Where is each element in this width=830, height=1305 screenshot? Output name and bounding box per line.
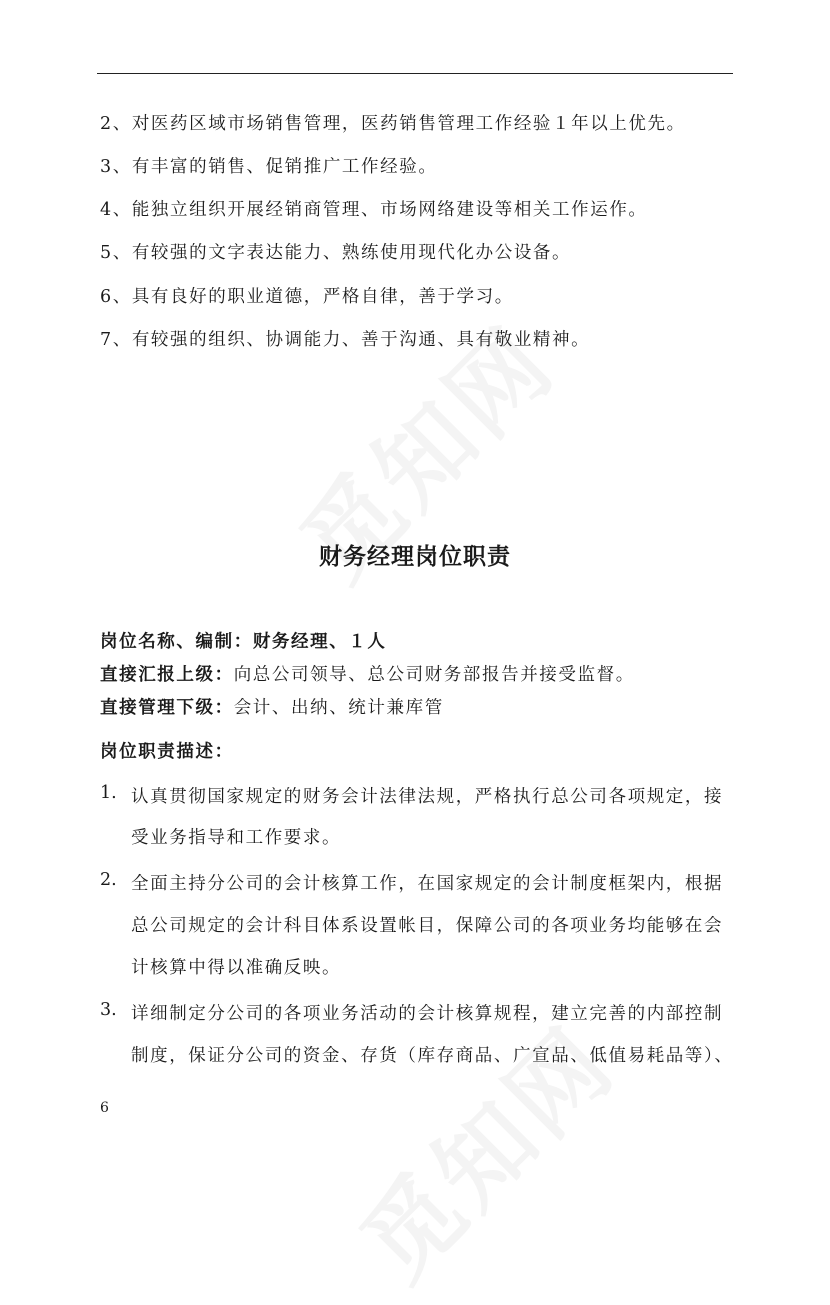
info-position [100, 628, 387, 653]
duty-line: 总公司规定的会计科目体系设置帐目，保障公司的各项业务均能够在会 [131, 916, 724, 936]
duty-number: 1. [100, 783, 117, 803]
watermark-bottom [326, 992, 639, 1305]
duty-line: 计核算中得以准确反映。 [131, 958, 342, 978]
duty-number: 2. [100, 870, 117, 890]
report-label: 直接汇报上级： [100, 665, 234, 685]
info-report [100, 661, 635, 686]
duty-line: 详细制定分公司的各项业务活动的会计核算规程，建立完善的内部控制 [131, 1004, 724, 1024]
header-rule [97, 73, 733, 74]
requirement-item: 6、具有良好的职业道德，严格自律，善于学习。 [100, 287, 514, 307]
manage-label: 直接管理下级： [100, 698, 234, 718]
duty-line: 制度，保证分公司的资金、存货（库存商品、广宣品、低值易耗品等）、 [131, 1046, 734, 1066]
manage-value: 会计、出纳、统计兼库管 [233, 698, 444, 718]
requirement-item: 5、有较强的文字表达能力、熟练使用现代化办公设备。 [100, 243, 572, 263]
duty-line: 全面主持分公司的会计核算工作，在国家规定的会计制度框架内，根据 [131, 874, 724, 894]
section-title: 财务经理岗位职责 [319, 544, 511, 570]
info-manage [100, 694, 444, 719]
duty-line: 受业务指导和工作要求。 [131, 828, 342, 848]
duty-line: 认真贯彻国家规定的财务会计法律法规，严格执行总公司各项规定，接 [131, 787, 724, 807]
position-label: 岗位名称、编制： [100, 632, 253, 652]
duty-number: 3. [100, 1000, 117, 1020]
requirement-item: 3、有丰富的销售、促销推广工作经验。 [100, 157, 438, 177]
requirement-item: 2、对医药区域市场销售管理，医药销售管理工作经验１年以上优先。 [100, 114, 686, 134]
requirement-item: 7、有较强的组织、协调能力、善于沟通、具有敬业精神。 [100, 330, 591, 350]
position-value: 财务经理、１人 [252, 632, 387, 652]
page-number: 6 [100, 1100, 109, 1116]
requirement-item: 4、能独立组织开展经销商管理、市场网络建设等相关工作运作。 [100, 200, 648, 220]
duties-heading: 岗位职责描述： [100, 742, 234, 762]
report-value: 向总公司领导、总公司财务部报告并接受监督。 [233, 665, 635, 685]
